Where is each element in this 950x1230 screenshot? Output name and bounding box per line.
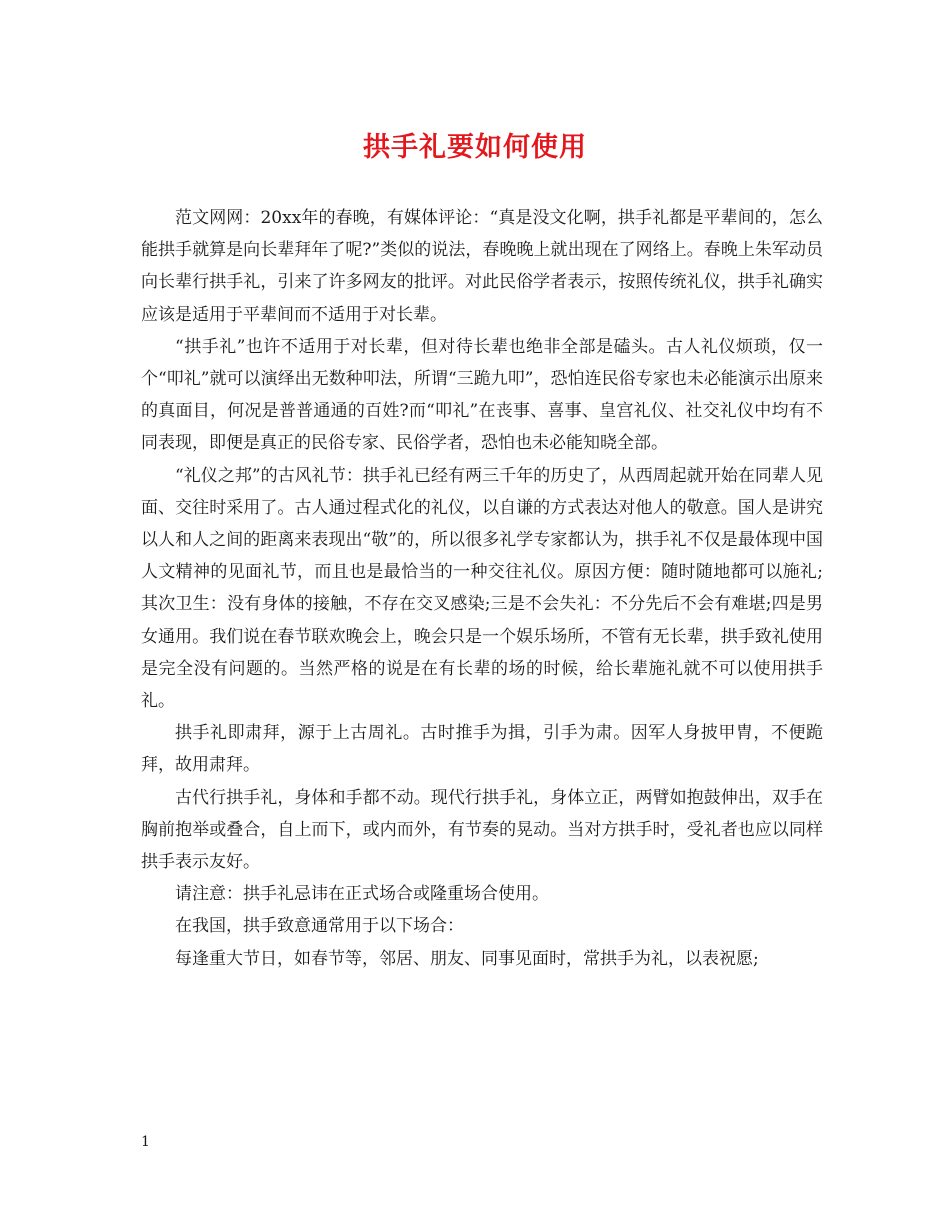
paragraph-4: 拱手礼即肃拜，源于上古周礼。古时推手为揖，引手为肃。因军人身披甲胄，不便跪拜，故用肃拜。 xyxy=(141,723,823,776)
paragraph-8: 每逢重大节日，如春节等，邻居、朋友、同事见面时，常拱手为礼，以表祝愿; xyxy=(175,948,759,969)
paragraph-6: 请注意：拱手礼忌讳在正式场合或隆重场合使用。 xyxy=(175,884,549,905)
document-title: 拱手礼要如何使用 xyxy=(363,132,587,163)
page-number: 1 xyxy=(141,1134,150,1150)
paragraph-5: 古代行拱手礼，身体和手都不动。现代行拱手礼，身体立正，两臂如抱鼓伸出，双手在胸前抱举或叠合，自上而下，或内而外，有节奏的晃动。当对方拱手时，受礼者也应以同样拱手表示友好。 xyxy=(141,787,823,873)
paragraph-2: “拱手礼”也许不适用于对长辈，但对待长辈也绝非全部是磕头。古人礼仪烦琐，仅一个“叩礼”就可以演绎出无数种叩法，所谓“三跪九叩”，恐怕连民俗专家也未必能演示出原来的真面目，何况是普普通通的百姓?而“叩礼”在丧事、喜事、皇宫礼仪、社交礼仪中均有不同表现，即便是真正的民俗专家、民俗学者，恐怕也未必能知晓全部。 xyxy=(141,336,823,454)
paragraph-7: 在我国，拱手致意通常用于以下场合： xyxy=(175,916,464,937)
document-body xyxy=(141,202,823,975)
paragraph-1: 范文网网：20xx年的春晚，有媒体评论：“真是没文化啊，拱手礼都是平辈间的，怎么能拱手就算是向长辈拜年了呢?”类似的说法，春晚晚上就出现在了网络上。春晚上朱军动员向长辈行拱手礼，引来了许多网友的批评。对此民俗学者表示，按照传统礼仪，拱手礼确实应该是适用于平辈间而不适用于对长辈。 xyxy=(141,208,823,325)
paragraph-3: “礼仪之邦”的古风礼节：拱手礼已经有两三千年的历史了，从西周起就开始在同辈人见面、交往时采用了。古人通过程式化的礼仪，以自谦的方式表达对他人的敬意。国人是讲究以人和人之间的距离来表现出“敬”的，所以很多礼学专家都认为，拱手礼不仅是最体现中国人文精神的见面礼节，而且也是最恰当的一种交往礼仪。原因方便：随时随地都可以施礼;其次卫生：没有身体的接触，不存在交叉感染;三是不会失礼：不分先后不会有难堪;四是男女通用。我们说在春节联欢晚会上，晚会只是一个娱乐场所，不管有无长辈，拱手致礼使用是完全没有问题的。当然严格的说是在有长辈的场的时候，给长辈施礼就不可以使用拱手礼。 xyxy=(141,465,823,712)
